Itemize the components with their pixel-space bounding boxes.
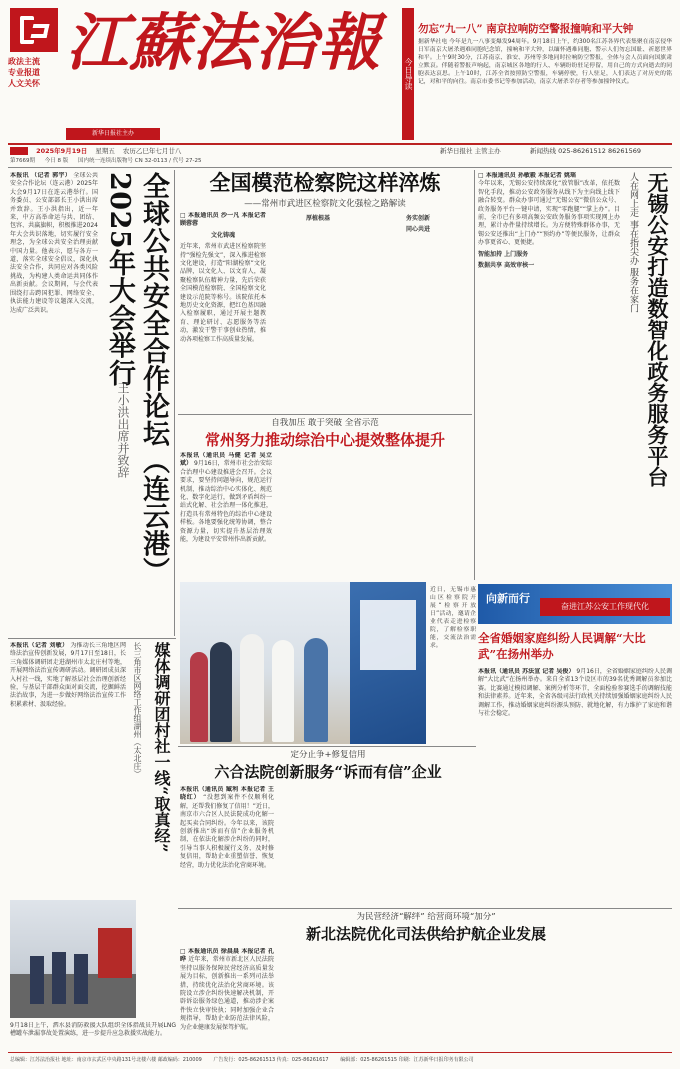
masthead-slogans [8,56,64,89]
fire-photo-ground [10,974,136,1018]
fire-photo-officer-2 [52,952,66,1004]
xinbei-col-4 [480,948,574,1046]
wuxi-section-2: 数据共享 高效审核一 [478,262,535,270]
fire-photo-officer-3 [74,954,88,1004]
xinbei-body [180,948,672,1048]
media-body-text: 为推动长三角地区网络法治宣传创新发展，9月17日至18日，长三角媒体调研团走进湖州市太北庄村等地，开展网络法治宣传调研活动。调研团成员深入村社一线，实地了解基层社会治理创新经验，与基层干部群众面对面交流，挖掘鲜活法治故事，为进一步做好网络法治宣传工作积累素材、汲取经验。 [10,642,126,708]
procuratorate-col-2 [272,212,364,410]
yangzhou-body-text: 9月16日，全省婚姻家庭纠纷人民调解“大比武”在扬州举办。来自全省13个设区市的39名优秀调解员参加比赛。比赛通过模拟调解、案例分析等环节，全面检验参赛选手的调解技能和法律素养。近年来，全省各级司法行政机关持续加强婚姻家庭纠纷人民调解工作，推动婚姻家庭纠纷源头预防、就地化解，有力维护了家庭和谐与社会稳定。 [478,668,672,718]
changzhou-col-2 [278,452,370,574]
media-body [10,642,126,896]
contact-line: 新华日报社 主管主办 [440,147,501,155]
footer-right: 编辑部：025-86261515 印刷：江苏新华日报印务有限公司 [340,1057,474,1063]
court-body-text: “没想到案件不仅顺利化解，还帮我们修复了信用！”近日，南京市六合区人民法院成功化解一起买卖合同纠纷。今年以来，该院创新推出“诉而有信”企业服务机制，在依法化解涉企纠纷的同时，引导当事人积极履行义务、及时修复信用，帮助企业重塑信誉、恢复经营，助力优化法治化营商环境。 [180,794,274,869]
wuxi-title[interactable]: 无锡公安打造数智化政务服务平台 [645,172,670,487]
court-col-3 [380,786,476,904]
today-mark: 今日导读 [402,8,414,140]
media-subhead: 长三角市区网络工作组湖州（太北庄） [133,642,142,778]
photo-poster [360,600,416,670]
photo-person-5 [190,652,208,742]
wuxi-section-1: 智能加持 上门服务 [478,250,529,258]
footer [10,1055,670,1065]
masthead-sublogo: 新华日报社主办 [66,128,160,140]
date-bar-mark [10,147,28,155]
fire-photo-officer-1 [30,956,44,1004]
issue-date: 2025年9月19日 [36,147,88,155]
issue-number: 第7669期 [10,158,35,164]
procuratorate-section-3: 务实创新 [405,215,430,222]
masthead-title [66,6,426,84]
top-news-body: 据新华社电 今年是九一八事变爆发94周年。9月18日上午，约300名江苏各界代表集聚在南京侵华日军南京大屠杀遇难同胞纪念馆，撞响和平大钟，以缅怀遇难同胞、警示人们勿忘国耻、祈愿世界和平。上午9时30分，江苏南京、淮安、苏州等多地同时拉响防空警报，全体与会人员面向国旗肃立默哀。伴随着警报声响起，南京城区各地的行人、车辆纷纷驻足停留，用自己的方式向逝去的同胞表达哀思。上午10时，江苏全省按照防空警报，车辆停驶，行人驻足，人们表达了对历史的铭记，对和平的向往。南京市委书记等参加活动，南京大屠杀幸存者等参加撞钟仪式。 [418,39,672,86]
photo-person-1 [210,642,232,742]
page-count: 今日 8 版 [44,158,69,164]
publisher-line: 国内统一连续出版物号 CN 32-0113 / 代号 27-25 [78,158,202,164]
changzhou-body-text: 9月16日，常州市社会治安综合治理中心建设推进会召开。会议要求，要坚持问题导向，规范运行机制，推动综治中心实体化、规范化、数字化运行，做到矛盾纠纷一站式化解、社会治理一体化推进，打造具有常州特色的综治中心建设样板。各地要强化统筹协调，整合资源力量，切实提升基层治理效能，为建设平安常州作出新贡献。 [180,460,272,544]
lead-title[interactable]: 全球公共安全合作论坛（连云港）2025年大会举行 [104,172,169,585]
date-bar [10,146,670,157]
wuxi-body-text: 今年以来，无锡公安持续深化“放管服”改革，依托数智化手段，推动公安政务服务从线下为主向线上线下融合转变。群众办事可通过“无锡公安”微信公众号、政务服务平台一键申请，实现“零跑腿”“掌上办”。目前，全市已有多项高频公安政务服务事项实现网上办理，累计办件量持续增长。为方便特殊群体办事，无锡公安还推出“上门办”“预约办”等便民服务，让群众办事更省心、更便捷。 [478,180,620,247]
lead-subhead: 王小洪出席并致辞 [116,382,130,478]
masthead-rule [8,143,672,145]
court-body [180,786,476,906]
inspection-photo [180,582,426,744]
changzhou-col-3 [376,452,470,574]
weekday: 星期五 [95,147,115,155]
procuratorate-body-text: 近年来，常州市武进区检察院坚持“强检先强文”，深入推进检察文化建设，打造“阳湖检察”文化品牌，以文化人、以文育人，凝聚检察队伍精神力量，先后荣获全国模范检察院、全国检察文化建设示范院等称号。该院依托本地历史文化资源，把红色基因融入检察履职，通过开展主题教育、理论研讨、志愿服务等活动，激发干警干事创业热情，推动各项检察工作高质量发展。 [180,243,266,343]
lunar-date: 农历乙巳年七月廿八 [122,147,182,155]
procuratorate-section-4: 同心共进 [405,226,430,234]
lead-byline-text: 本报讯 （记者 郭宇） [10,172,72,179]
slogan-3: 人文关怀 [8,79,40,88]
changzhou-body [180,452,470,576]
procuratorate-subtitle: ——常州市武进区检察院文化强检之路解读 [244,199,406,209]
wuxi-byline: □ 本报通讯员 孙敏毅 本报记者 姚瑶 [478,172,577,179]
media-byline: 本报讯（记者 刘敏） [10,642,69,649]
xinbei-col-3 [380,948,474,1046]
procuratorate-byline: □ 本报通讯员 沙一凡 本报记者 顾蓉蓉 [180,212,266,228]
court-title[interactable]: 六合法院创新服务“诉而有信”企业 [214,763,442,781]
banner-left: 向新而行 [486,592,530,605]
procuratorate-body [180,212,470,412]
court-kicker: 定分止争+修复信用 [290,750,366,760]
xinbei-col-1 [180,948,274,1046]
logo-mark [10,8,58,52]
xinbei-byline: □ 本报通讯员 徐晨晨 本报记者 孔晔 [180,948,274,964]
lead-body-text: 全球公共安全合作论坛（连云港）2025年大会9月17日在连云港举行。国务委员、公安部部长王小洪出席并致辞。王小洪指出，近一年来，中方高举命运与共、团结、包容、共赢旗帜，积极推进2024年大会共识落地，切实履行安全理念，为全球公共安全治理贡献中国力量。他表示，愿与各方一道，落实全球安全倡议，深化执法安全合作，共同应对各类风险挑战，为构建人类命运共同体作出新贡献。会议期间，与会代表围绕打击跨国犯罪、网络安全、执法能力建设等议题深入交流，达成广泛共识。 [10,172,98,314]
changzhou-byline: 本报讯（通讯员 马健 记者 吴立斌） [180,452,272,468]
photo-person-4 [304,638,328,742]
fire-caption: 9月18日上午，泗水县消防救援大队组织全体指战员开展LNG槽罐车泄漏事故处置演练，进一步提升应急救援实战能力。 [10,1022,176,1038]
lead-story [10,172,170,636]
xinbei-title[interactable]: 新北法院优化司法供给护航企业发展 [305,925,546,943]
footer-left: 总编辑：江苏法治报社 地址：南京市玄武区中央路131号北楼六楼 邮政编码：210009 [10,1057,202,1063]
court-col-2 [280,786,374,904]
yangzhou-body [478,668,672,808]
xinbei-body-text: 近年来，常州市新北区人民法院坚持以服务保障民营经济高质量发展为目标，创新推出一系列司法举措，持续优化法治化营商环境。该院设立涉企纠纷快速解决机制，开辟诉讼服务绿色通道，推动涉企案件快立快审快执；同时加强企业合规指导，帮助企业防范法律风险，为企业健康发展保驾护航。 [180,956,274,1031]
xinbei-col-2 [280,948,374,1046]
court-byline: 本报讯（通讯员 臧利 本报记者 王晓红） [180,786,274,802]
wuxi-body [478,172,620,576]
fire-drill-photo [10,900,136,1018]
hotline: 新闻热线 025-86261512 86261569 [530,147,642,155]
changzhou-title[interactable]: 常州努力推动综治中心提效整体提升 [204,431,445,449]
yangzhou-title[interactable]: 全省婚姻家庭纠纷人民调解“大比武”在扬州举办 [478,631,646,661]
photo-caption: 近日，无锡市惠山区检察院开展“检察开放日”活动，邀请企业代表走进检察院，了解检察职能，交流法治需求。 [430,587,476,649]
xinbei-kicker: 为民营经济“解绊” 给营商环境“加分” [356,912,496,922]
court-col-1 [180,786,274,904]
xinbei-col-5 [580,948,672,1046]
photo-person-3 [272,640,294,742]
procuratorate-title[interactable]: 全国模范检察院这样淬炼 [209,170,441,195]
top-news-title[interactable]: 勿忘“九一八” 南京拉响防空警报撞响和平大钟 [418,23,634,35]
issue-bar [10,157,430,166]
lead-body [10,172,98,632]
changzhou-kicker: 自我加压 敢于突破 全省示范 [271,418,379,428]
changzhou-col-1 [180,452,272,574]
procuratorate-col-3 [370,212,466,410]
footer-mid: 广告发行：025-86261513 传真：025-86261617 [213,1057,329,1063]
section-banner [478,584,672,624]
wuxi-story [478,172,672,580]
slogan-2: 专业报道 [8,68,40,77]
procuratorate-section-1: 文化铸魂 [210,231,235,239]
slogan-1: 政法主流 [8,57,40,66]
wuxi-subhead: 人在网上走 事在指尖办 服务在家门 [628,172,638,313]
media-title[interactable]: 媒体调研团村社一线“取真经” [152,642,171,853]
fire-photo-truck [98,928,132,978]
paper-name: 江蘇法治報 [66,6,382,79]
banner-right: 奋进江苏公安工作现代化 [540,598,670,616]
photo-person-2 [240,634,264,742]
procuratorate-section-2: 厚植根基 [305,215,330,222]
lead-body-col2 [104,172,132,372]
procuratorate-col-1 [180,212,266,410]
yangzhou-byline: 本报讯（通讯员 苏法宣 记者 吴俊） [478,668,575,675]
